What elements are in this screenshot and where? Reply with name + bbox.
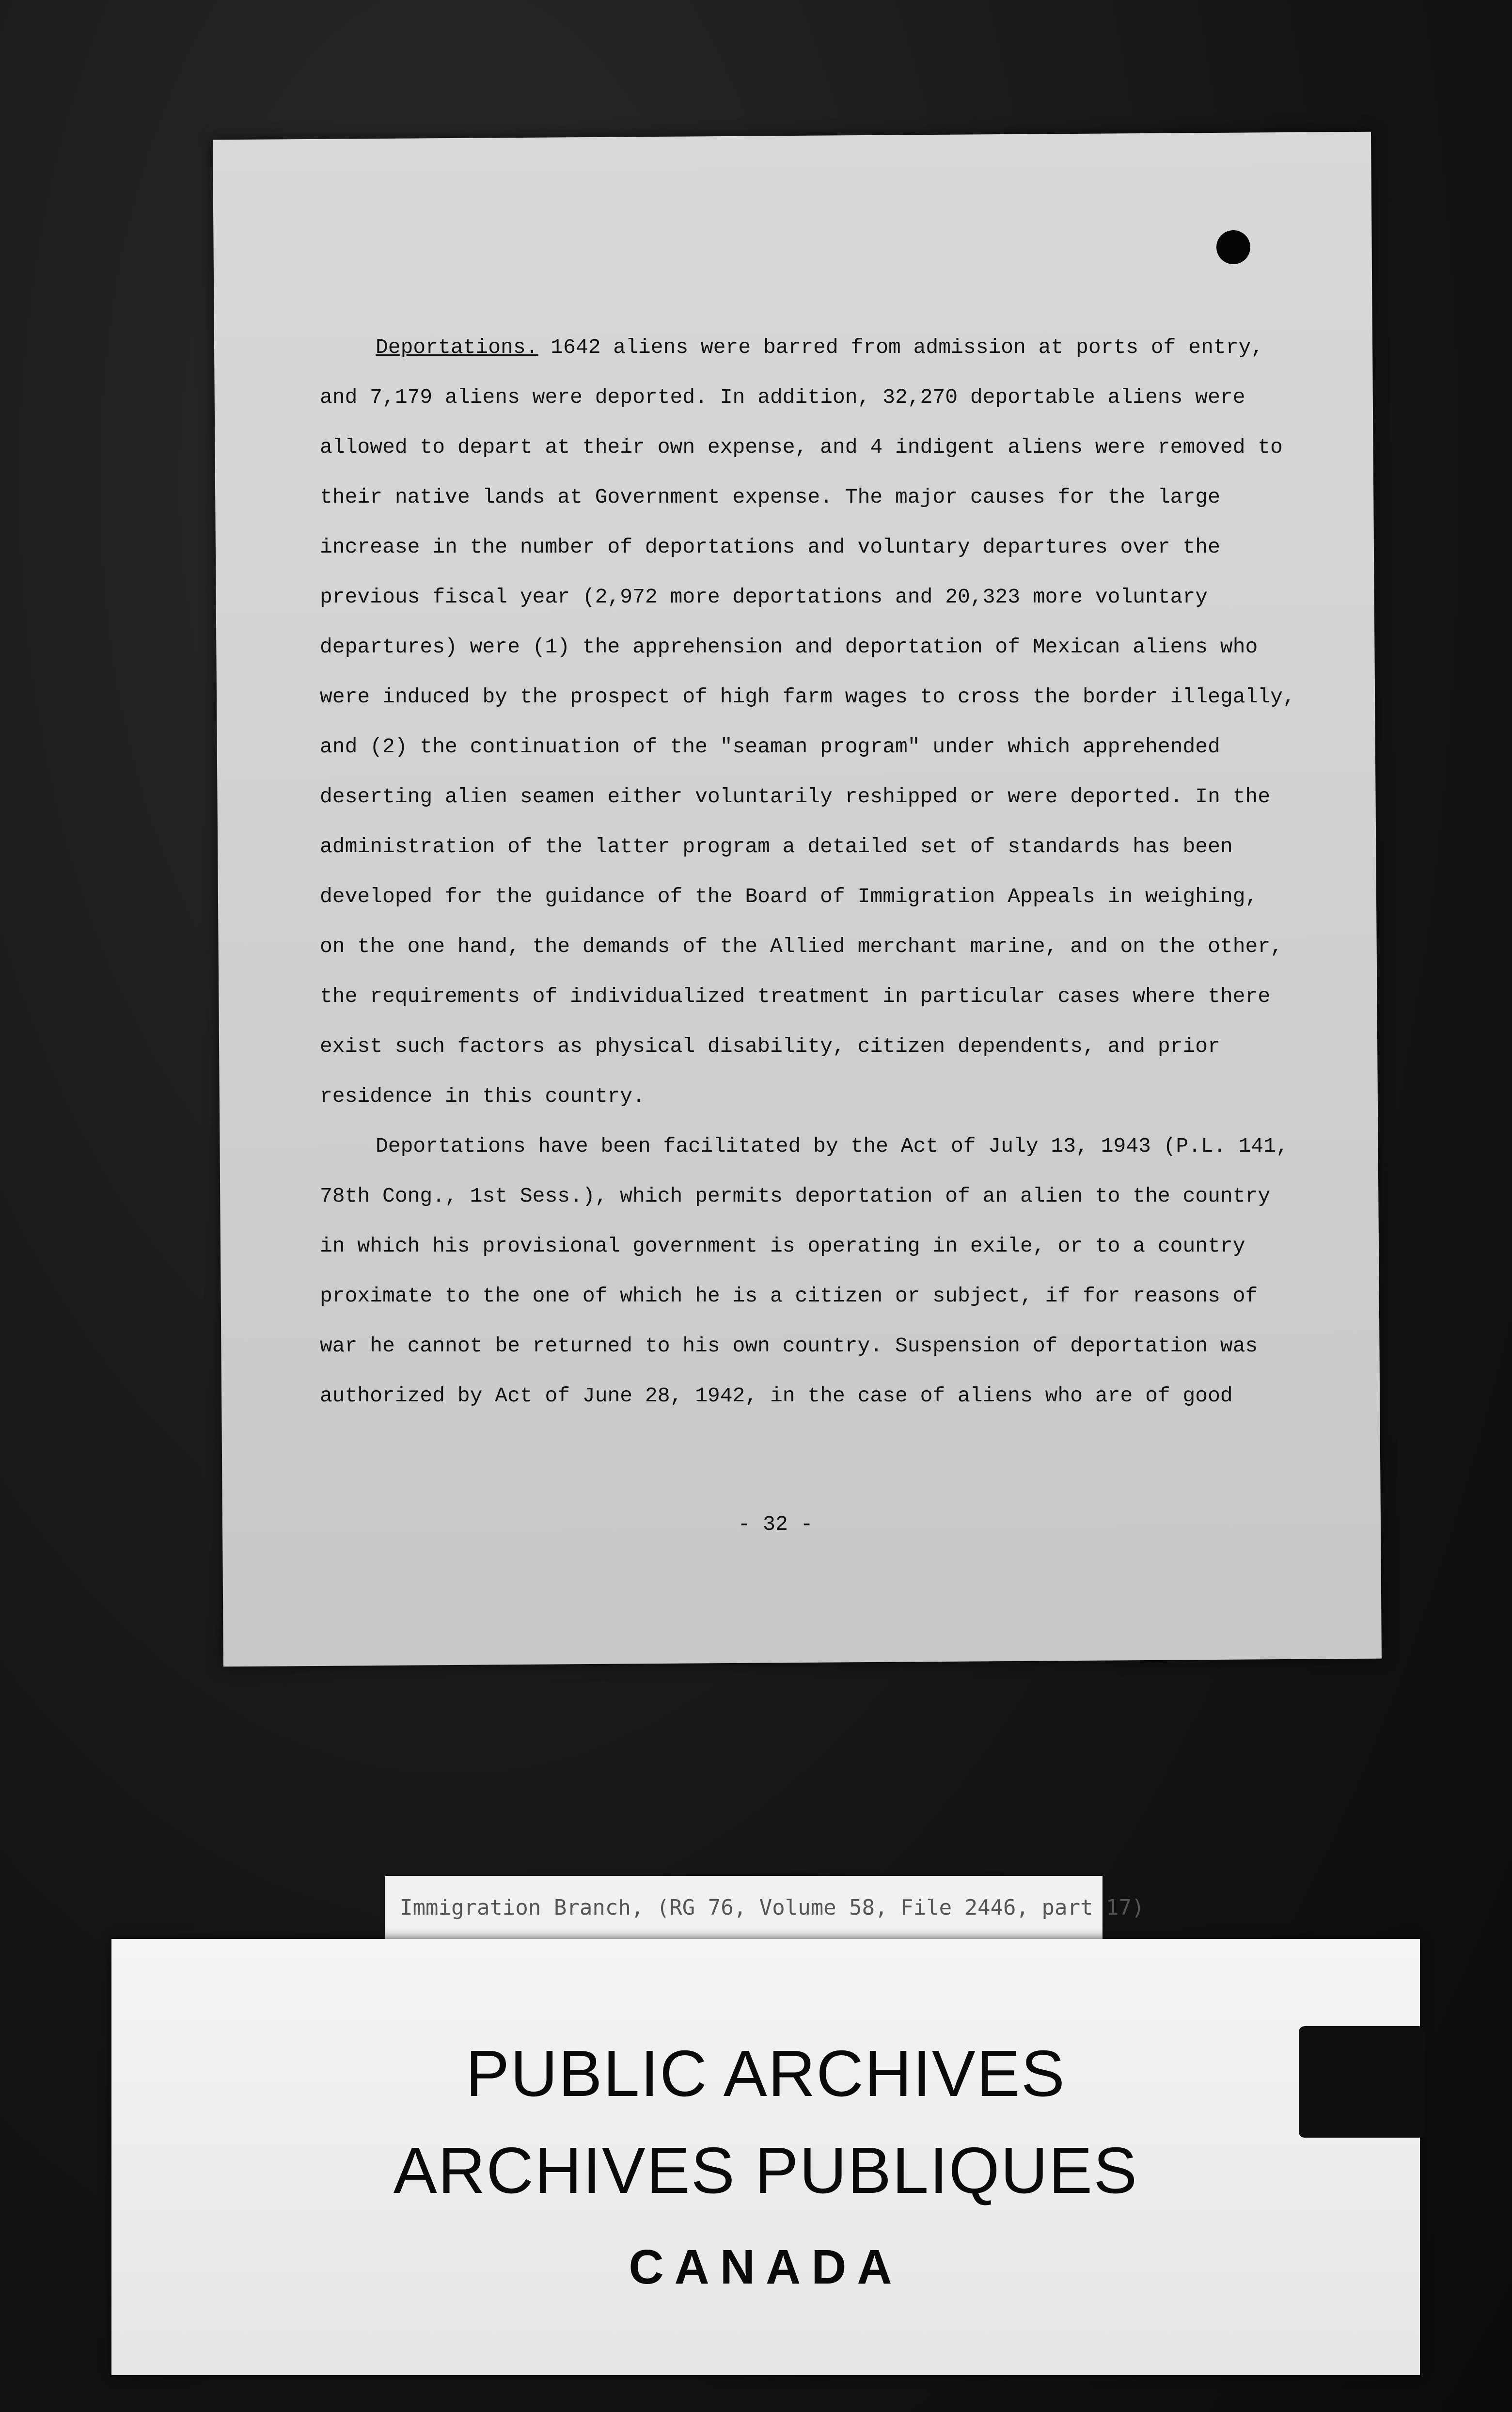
archives-title-french: ARCHIVES PUBLIQUES [393, 2134, 1138, 2207]
text-line: and 7,179 aliens were deported. In addition, 32,270 deportable aliens were [320, 385, 1245, 409]
text-line: allowed to depart at their own expense, and 4 indigent aliens were removed to [320, 435, 1283, 459]
text-line: their native lands at Government expense. The major causes for the large [320, 485, 1220, 509]
text-line: exist such factors as physical disability, citizen dependents, and prior [320, 1034, 1220, 1058]
text-line: proximate to the one of which he is a citizen or subject, if for reasons of [320, 1284, 1258, 1308]
text-line: and (2) the continuation of the "seaman program" under which apprehended [320, 735, 1220, 759]
archives-country: CANADA [629, 2240, 903, 2294]
hole-punch [1216, 230, 1250, 264]
text-line: Deportations. 1642 aliens were barred from admission at ports of entry, [376, 335, 1264, 359]
archives-card [111, 1939, 1420, 2375]
text-line: the requirements of individualized treatment in particular cases where there [320, 984, 1271, 1008]
text-line: developed for the guidance of the Board of Immigration Appeals in weighing, [320, 885, 1258, 908]
section-heading: Deportations. [376, 335, 538, 359]
text-line: deserting alien seamen either voluntarily reshipped or were deported. In the [320, 785, 1271, 809]
text-line: administration of the latter program a detailed set of standards has been [320, 835, 1233, 858]
archives-title-english: PUBLIC ARCHIVES [466, 2037, 1066, 2110]
document-body [320, 322, 1295, 1421]
text-line: increase in the number of deportations and voluntary departures over the [320, 535, 1220, 559]
text-line: were induced by the prospect of high farm wages to cross the border illegally, [320, 685, 1295, 709]
text-line: departures) were (1) the apprehension and deportation of Mexican aliens who [320, 635, 1258, 659]
text-line: war he cannot be returned to his own country. Suspension of deportation was [320, 1334, 1258, 1358]
text-line: Deportations have been facilitated by the Act of July 13, 1943 (P.L. 141, [376, 1134, 1289, 1158]
text-line: in which his provisional government is operating in exile, or to a country [320, 1234, 1245, 1258]
text-line: previous fiscal year (2,972 more deportations and 20,323 more voluntary [320, 585, 1208, 609]
text-line: authorized by Act of June 28, 1942, in the case of aliens who are of good [320, 1384, 1233, 1408]
text-line: on the one hand, the demands of the Allied merchant marine, and on the other, [320, 935, 1283, 958]
text-line: 78th Cong., 1st Sess.), which permits deportation of an alien to the country [320, 1184, 1271, 1208]
binder-clip [1299, 2026, 1425, 2138]
page-number: - 32 - [738, 1512, 813, 1536]
paragraph-facilitated [320, 1121, 1289, 1421]
catalog-reference: Immigration Branch, (RG 76, Volume 58, File 2446, part 17) [400, 1895, 1145, 1920]
text-line: residence in this country. [320, 1084, 645, 1108]
paragraph-deportations [320, 322, 1295, 1121]
